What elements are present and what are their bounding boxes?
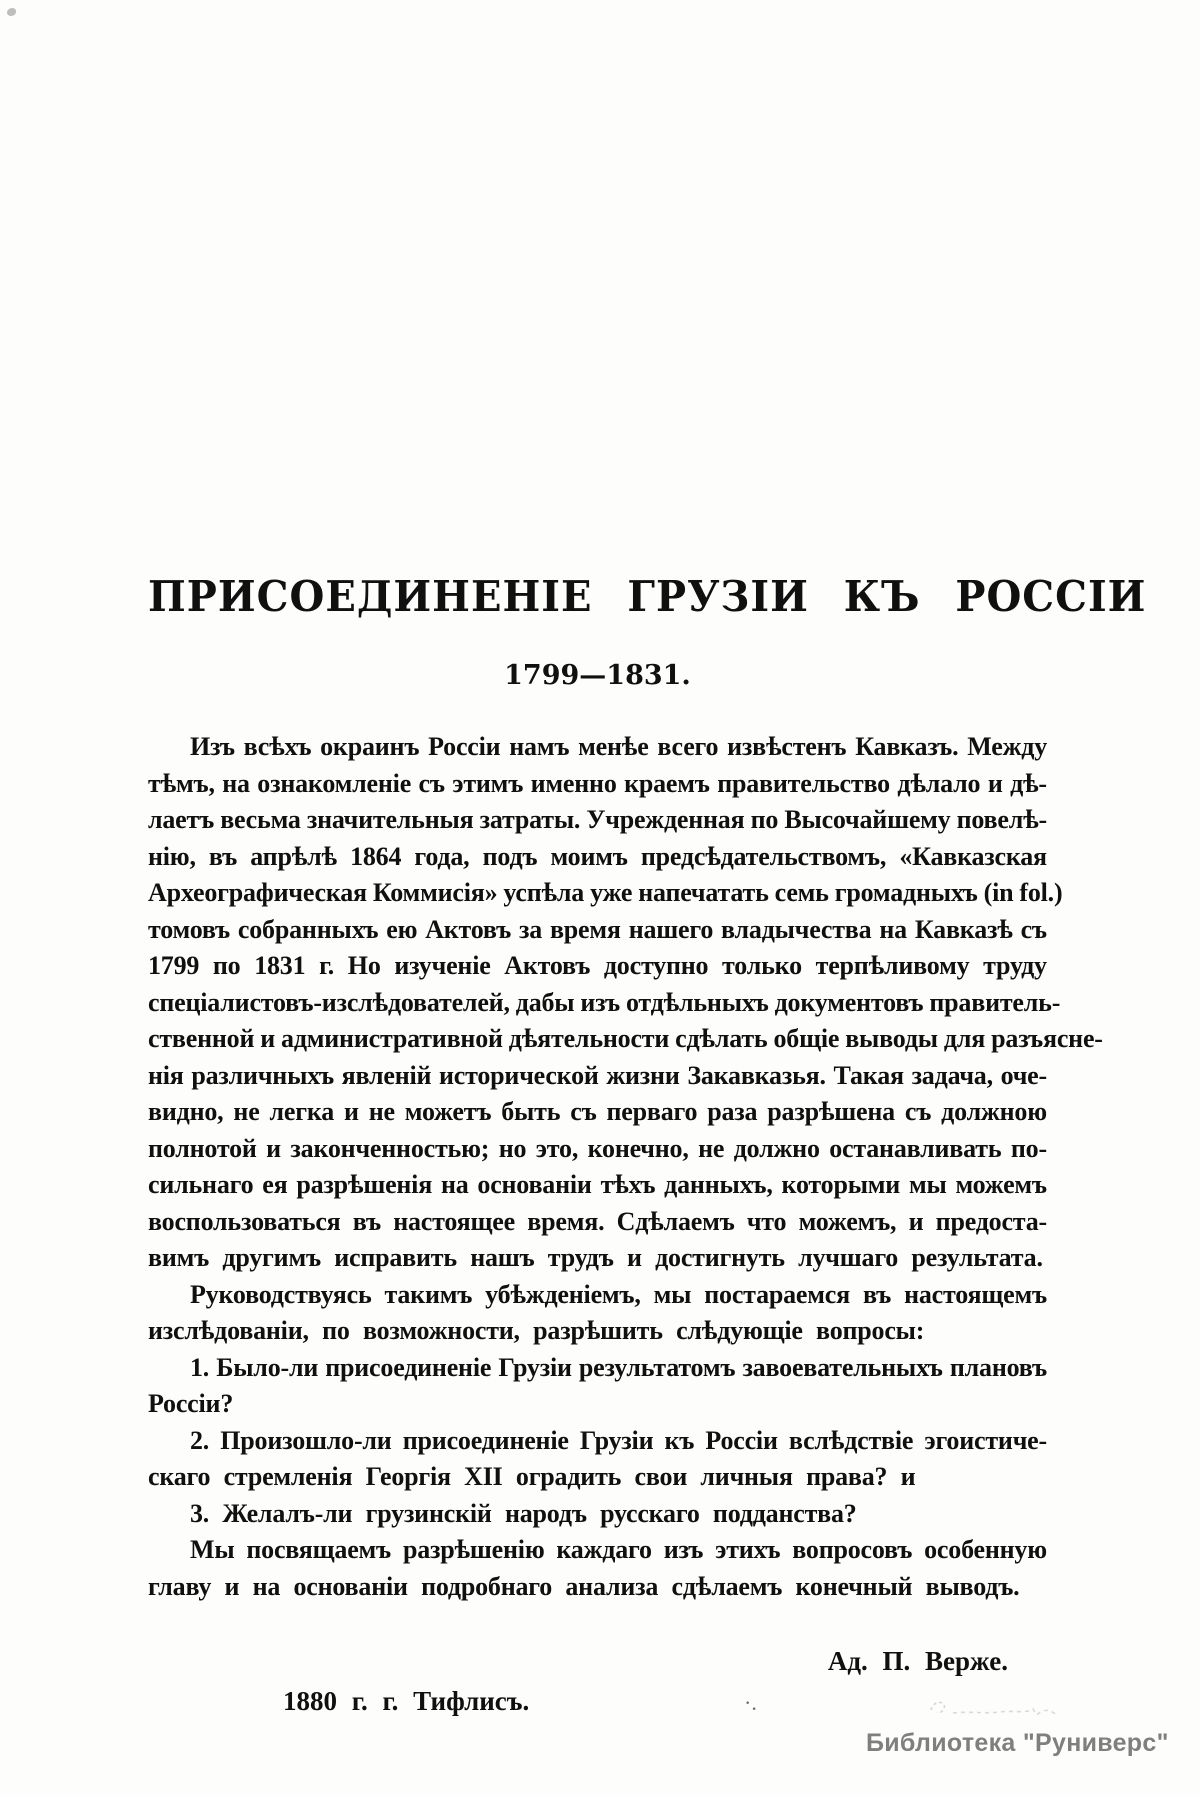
word: правитель- bbox=[929, 987, 1061, 1017]
word: особенную bbox=[924, 1535, 1047, 1564]
body-line bbox=[148, 839, 1047, 876]
word: присоединеніе bbox=[402, 1425, 569, 1455]
word: всѣхъ bbox=[243, 732, 312, 761]
word: Но bbox=[347, 951, 381, 980]
word: Высочайшему bbox=[784, 805, 951, 834]
word: присоединеніе bbox=[325, 1352, 492, 1382]
library-watermark: Библиотека "Руниверс" bbox=[866, 1729, 1169, 1757]
word: ею bbox=[386, 914, 418, 944]
word: тѣмъ, bbox=[148, 768, 215, 798]
word: данныхъ, bbox=[664, 1170, 773, 1199]
body-line bbox=[148, 1094, 1047, 1131]
word: разъясне- bbox=[991, 1024, 1103, 1053]
word: правительство bbox=[717, 768, 890, 798]
body-line bbox=[148, 802, 1047, 839]
word: отдѣльныхъ bbox=[625, 987, 769, 1017]
word: Такая bbox=[833, 1060, 904, 1090]
word: предоста- bbox=[935, 1206, 1047, 1236]
body-line bbox=[148, 1532, 1047, 1569]
word: эгоистиче- bbox=[924, 1425, 1047, 1455]
word: ея bbox=[262, 1170, 288, 1199]
word: можетъ bbox=[404, 1097, 492, 1126]
word: въ bbox=[862, 1279, 892, 1309]
pencil-mark bbox=[925, 1692, 1060, 1722]
word: Мы bbox=[190, 1535, 235, 1564]
word: по bbox=[750, 805, 779, 834]
word: это, bbox=[535, 1133, 579, 1163]
word: дѣлало bbox=[897, 768, 981, 798]
word: съ bbox=[1020, 914, 1047, 944]
word: нія bbox=[148, 1060, 184, 1090]
word: Россіи bbox=[705, 1425, 778, 1455]
body-line bbox=[148, 1167, 1047, 1204]
word: ственной bbox=[148, 1024, 255, 1053]
word: изъ bbox=[580, 987, 620, 1017]
word: исторической bbox=[439, 1060, 599, 1090]
word: завоевательныхъ bbox=[742, 1352, 943, 1382]
word: выводы bbox=[845, 1024, 938, 1053]
word: затраты. bbox=[479, 805, 581, 834]
word: оче- bbox=[1000, 1060, 1047, 1090]
word: Грузіи bbox=[579, 1425, 654, 1455]
word: всего bbox=[657, 732, 719, 761]
word: только bbox=[722, 951, 802, 980]
word: полнотой bbox=[148, 1133, 257, 1163]
word: Грузіи bbox=[498, 1352, 572, 1382]
body-line bbox=[148, 1423, 1047, 1460]
word: перваго bbox=[606, 1097, 698, 1126]
body-line: вимъ другимъ исправить нашъ трудъ и достигнуть лучшаго результата. bbox=[148, 1243, 1043, 1272]
word: время. bbox=[527, 1206, 605, 1236]
word: вопросовъ bbox=[792, 1535, 913, 1564]
body-line: 3. Желалъ-ли грузинскій народъ русскаго подданства? bbox=[190, 1498, 857, 1528]
word: и bbox=[908, 1206, 924, 1236]
word: лаетъ bbox=[148, 805, 215, 834]
word: извѣстенъ bbox=[727, 732, 847, 761]
word: и bbox=[987, 768, 1003, 798]
word: спеціалистовъ-изслѣдователей, bbox=[148, 987, 510, 1017]
word: тѣхъ bbox=[600, 1170, 656, 1199]
word: нашего bbox=[628, 914, 714, 944]
word: каждаго bbox=[556, 1535, 652, 1564]
word: не bbox=[233, 1097, 260, 1126]
body-line: скаго стремленія Георгія XII оградить свои личныя права? и bbox=[148, 1462, 916, 1491]
word: мы bbox=[908, 1170, 947, 1199]
word: быть bbox=[501, 1097, 561, 1126]
word: посвящаемъ bbox=[246, 1535, 392, 1564]
body-line bbox=[148, 1058, 1047, 1095]
word: раза bbox=[707, 1097, 758, 1126]
word: 1. bbox=[190, 1352, 210, 1382]
word: этихъ bbox=[715, 1535, 781, 1564]
word: такимъ bbox=[384, 1279, 473, 1309]
word: 1864 bbox=[350, 841, 402, 871]
word: (in bbox=[983, 878, 1014, 907]
word: основаніи bbox=[477, 1170, 592, 1199]
word: можемъ bbox=[955, 1170, 1047, 1199]
word: результатомъ bbox=[578, 1352, 736, 1382]
word: по- bbox=[1010, 1133, 1047, 1163]
word: на bbox=[222, 768, 250, 798]
word: постараемся bbox=[704, 1279, 850, 1309]
word: напечатать bbox=[638, 878, 769, 907]
word: убѣжденіемъ, bbox=[485, 1279, 641, 1309]
body-line bbox=[148, 1350, 1047, 1387]
body-line bbox=[148, 985, 1061, 1022]
body-line bbox=[148, 1131, 1047, 1168]
word: на bbox=[879, 914, 907, 944]
word: различныхъ bbox=[191, 1060, 334, 1090]
word: мы bbox=[653, 1279, 692, 1309]
word: Актовъ bbox=[504, 951, 591, 980]
word: настоящее bbox=[393, 1206, 515, 1236]
word: видно, bbox=[148, 1097, 224, 1126]
word: Археографическая bbox=[148, 878, 367, 907]
word: Изъ bbox=[190, 732, 235, 761]
word: громадныхъ bbox=[834, 878, 978, 907]
word: именно bbox=[530, 768, 617, 798]
word: Произошло-ли bbox=[220, 1425, 392, 1455]
word: но bbox=[498, 1133, 527, 1163]
word: Сдѣлаемъ bbox=[616, 1206, 735, 1236]
scan-artifact-speck bbox=[7, 8, 16, 16]
word: дѣятельности bbox=[508, 1024, 670, 1053]
word: и bbox=[266, 1133, 281, 1163]
word: собранныхъ bbox=[237, 914, 379, 944]
word: окраинъ bbox=[320, 732, 420, 761]
word: намъ bbox=[509, 732, 570, 761]
word: «Кавказская bbox=[899, 841, 1047, 871]
word: предсѣдательствомъ, bbox=[640, 841, 887, 871]
word: разрѣшенія bbox=[296, 1170, 433, 1199]
word: успѣла bbox=[503, 878, 585, 907]
dateline: 1880 г. г. Тифлисъ. bbox=[283, 1686, 530, 1716]
word: Коммисія» bbox=[372, 878, 498, 907]
word: Учрежденная bbox=[586, 805, 745, 834]
word: повелѣ- bbox=[956, 805, 1047, 834]
word: Закавказья. bbox=[687, 1060, 826, 1090]
body-line: Россіи? bbox=[148, 1389, 234, 1418]
body-line bbox=[148, 1277, 1047, 1314]
word: должною bbox=[941, 1097, 1047, 1126]
body-line bbox=[148, 948, 1047, 985]
page-subtitle-years: 1799—1831. bbox=[504, 660, 691, 691]
body-line bbox=[148, 766, 1047, 803]
word: разрѣшена bbox=[767, 1097, 895, 1126]
word: сдѣлать bbox=[675, 1024, 768, 1053]
word: Кавказъ. bbox=[855, 732, 959, 761]
word: Между bbox=[967, 732, 1047, 761]
word: которыми bbox=[781, 1170, 901, 1199]
word: съ bbox=[570, 1097, 597, 1126]
word: 1799 bbox=[148, 951, 200, 980]
word: изъ bbox=[663, 1535, 704, 1564]
word: задача, bbox=[911, 1060, 993, 1090]
word: разрѣшенію bbox=[402, 1535, 545, 1564]
word: г. bbox=[319, 951, 335, 980]
body-line bbox=[148, 729, 1047, 766]
body-text bbox=[148, 729, 1103, 1605]
word: Было-ли bbox=[216, 1352, 319, 1382]
word: конечно, bbox=[587, 1133, 689, 1163]
word: не bbox=[368, 1097, 395, 1126]
word: время bbox=[549, 914, 621, 944]
word: Кавказѣ bbox=[914, 914, 1013, 944]
word: труду bbox=[983, 951, 1047, 980]
word: за bbox=[518, 914, 543, 944]
body-line: изслѣдованіи, по возможности, разрѣшить слѣдующіе вопросы: bbox=[148, 1316, 925, 1345]
word: сильнаго bbox=[148, 1170, 254, 1199]
word: 1831 bbox=[254, 951, 306, 980]
word: уже bbox=[590, 878, 633, 907]
word: явленій bbox=[341, 1060, 432, 1090]
word: терпѣливому bbox=[815, 951, 970, 980]
word: въ bbox=[352, 1206, 381, 1236]
word: дѣ- bbox=[1010, 768, 1047, 798]
word: этимъ bbox=[452, 768, 524, 798]
word: по bbox=[212, 951, 241, 980]
word: для bbox=[943, 1024, 986, 1053]
word: значительныя bbox=[306, 805, 474, 834]
word: года, bbox=[414, 841, 470, 871]
word: административной bbox=[281, 1024, 503, 1053]
word: томовъ bbox=[148, 914, 231, 944]
word: плановъ bbox=[949, 1352, 1047, 1382]
word: нію, bbox=[148, 841, 196, 871]
body-line bbox=[148, 1204, 1047, 1241]
word: моимъ bbox=[550, 841, 628, 871]
body-line bbox=[148, 912, 1047, 949]
word: подъ bbox=[482, 841, 538, 871]
word: можемъ, bbox=[798, 1206, 897, 1236]
word: должно bbox=[733, 1133, 820, 1163]
word: fol.) bbox=[1019, 878, 1063, 907]
word: не bbox=[698, 1133, 725, 1163]
word: въ bbox=[208, 841, 238, 871]
page-title: ПРИСОЕДИНЕНІЕ ГРУЗІИ КЪ РОССІИ bbox=[148, 572, 1147, 622]
word: законченностью; bbox=[290, 1133, 490, 1163]
word: что bbox=[746, 1206, 787, 1236]
word: владычества bbox=[721, 914, 872, 944]
word: доступно bbox=[603, 951, 709, 980]
word: воспользоваться bbox=[148, 1206, 341, 1236]
body-line bbox=[148, 1021, 1103, 1058]
word: документовъ bbox=[774, 987, 924, 1017]
scan-artifact-dot: ·. bbox=[744, 1690, 757, 1715]
word: Руководствуясь bbox=[190, 1279, 372, 1309]
word: весьма bbox=[220, 805, 301, 834]
word: съ bbox=[904, 1097, 932, 1126]
word: и bbox=[260, 1024, 276, 1053]
word: на bbox=[440, 1170, 469, 1199]
body-line: главу и на основаніи подробнаго анализа сдѣлаемъ конечный выводъ. bbox=[148, 1571, 1020, 1601]
word: менѣе bbox=[578, 732, 649, 761]
word: Россіи bbox=[428, 732, 501, 761]
word: останавливать bbox=[829, 1133, 1002, 1163]
word: Актовъ bbox=[425, 914, 512, 944]
word: жизни bbox=[606, 1060, 680, 1090]
word: къ bbox=[664, 1425, 695, 1455]
word: апрѣлѣ bbox=[250, 841, 337, 871]
word: краемъ bbox=[624, 768, 710, 798]
author-signature: Ад. П. Верже. bbox=[827, 1646, 1008, 1676]
body-line bbox=[148, 875, 1063, 912]
word: дабы bbox=[515, 987, 575, 1017]
word: съ bbox=[418, 768, 445, 798]
word: вслѣдствіе bbox=[788, 1425, 914, 1455]
word: и bbox=[343, 1097, 359, 1126]
word: настоящемъ bbox=[904, 1279, 1047, 1309]
word: семь bbox=[774, 878, 829, 907]
word: 2. bbox=[190, 1425, 210, 1455]
word: легка bbox=[269, 1097, 335, 1126]
word: изученіе bbox=[394, 951, 491, 980]
word: ознакомленіе bbox=[257, 768, 412, 798]
word: общіе bbox=[773, 1024, 840, 1053]
